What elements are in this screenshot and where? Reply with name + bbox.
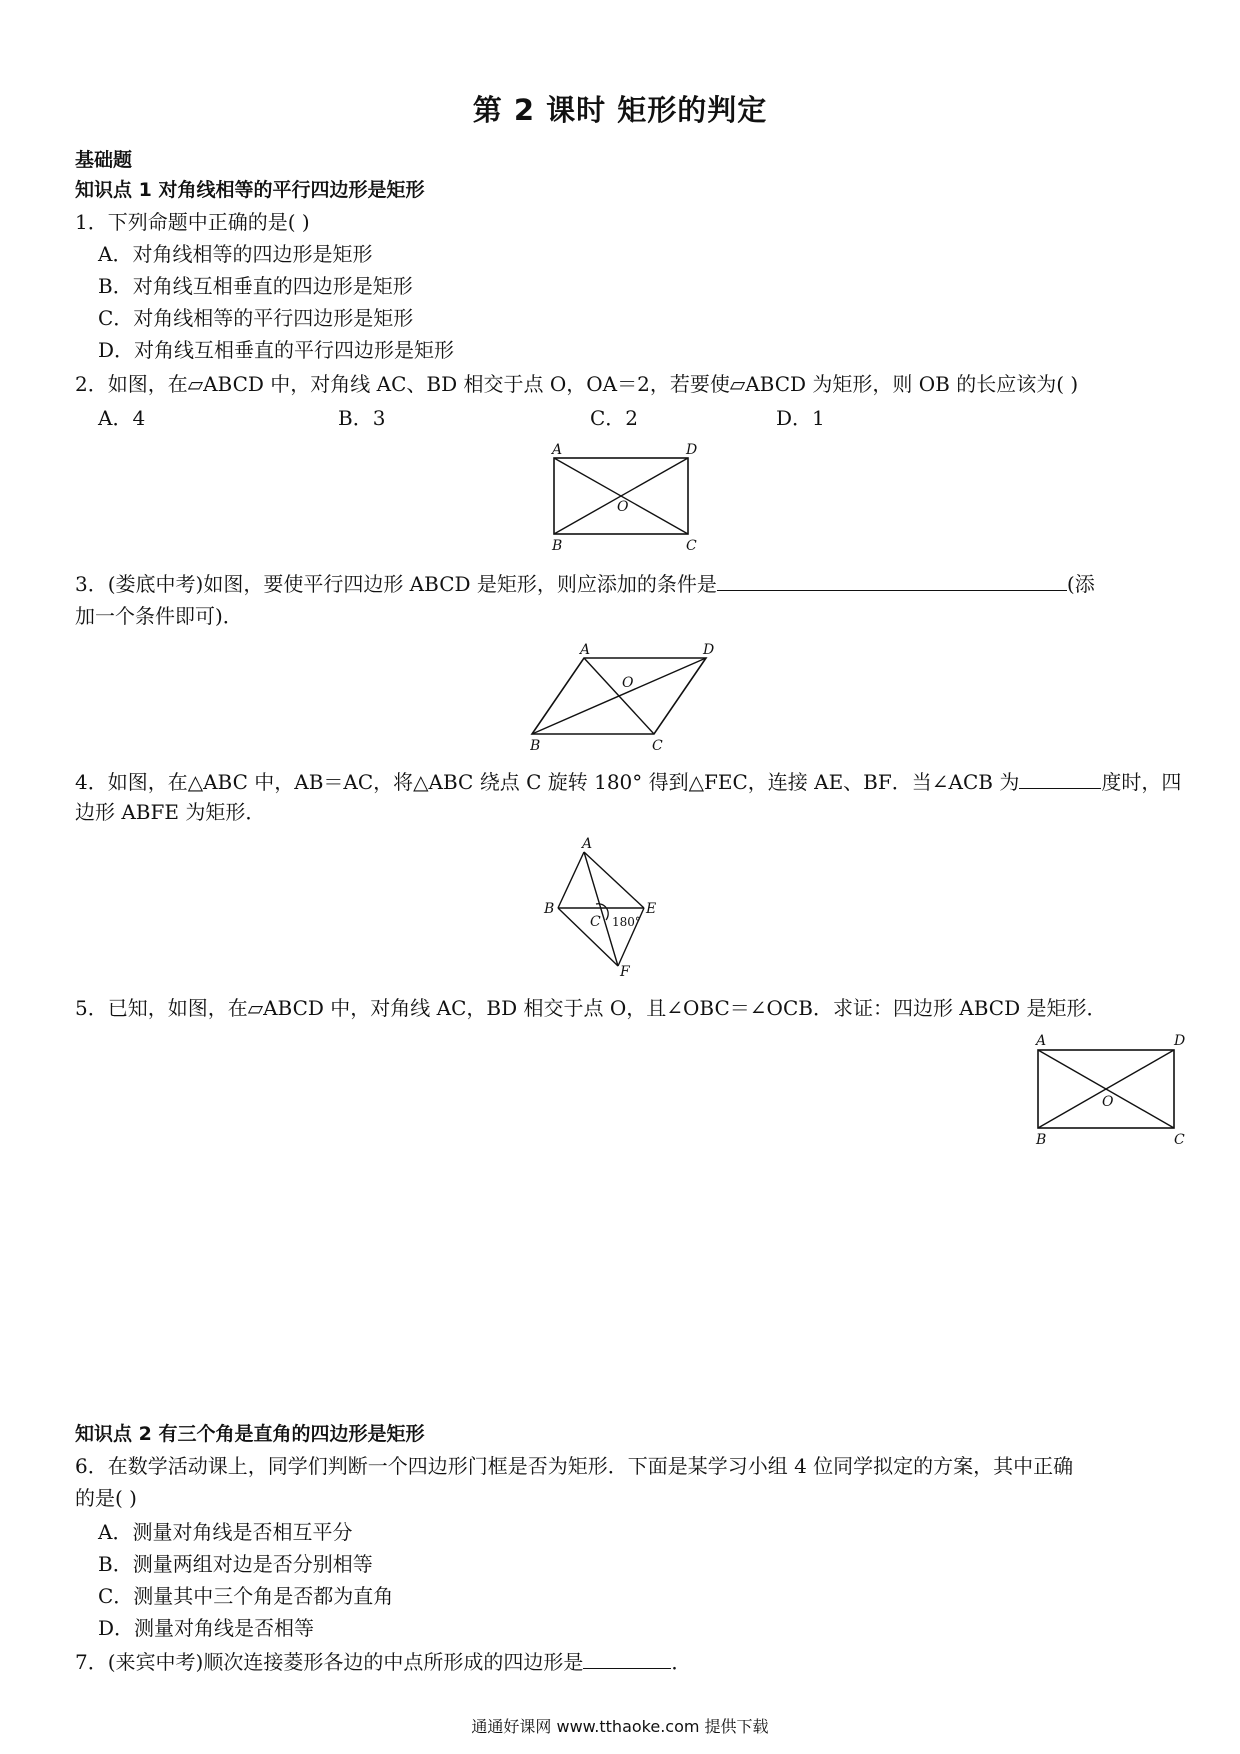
- label-d: D: [703, 642, 715, 658]
- figure-rectangle-abcd: [540, 440, 710, 555]
- label-c: C: [686, 538, 697, 554]
- label-a: A: [1036, 1033, 1047, 1049]
- question-3-stem-line-1: [75, 570, 1095, 596]
- knowledge-point-1: 知识点 1 对角线相等的平行四边形是矩形: [75, 179, 425, 201]
- label-a: A: [582, 836, 593, 852]
- question-3-text-end: (添: [1066, 572, 1095, 596]
- segment-ab: [558, 852, 584, 908]
- question-2-option-a: A．4: [98, 406, 146, 430]
- label-a: A: [552, 442, 563, 458]
- label-o: O: [1102, 1094, 1114, 1110]
- figure-rotated-triangle: [540, 834, 680, 979]
- question-6-stem-line-2: 的是( ): [75, 1486, 137, 1510]
- question-7-text: 7．(来宾中考)顺次连接菱形各边的中点所形成的四边形是: [75, 1650, 584, 1674]
- label-b: B: [530, 738, 541, 754]
- question-7-stem: [75, 1648, 691, 1674]
- label-angle: 180°: [612, 915, 641, 929]
- question-4-text: 4．如图，在△ABC 中，AB＝AC，将△ABC 绕点 C 旋转 180° 得到△FEC，连接 AE、BF．当∠ACB 为: [75, 770, 1020, 794]
- label-c: C: [1174, 1132, 1185, 1148]
- question-1-option-a: A．对角线相等的四边形是矩形: [98, 242, 373, 266]
- page-footer: 通通好课网 www.tthaoke.com 提供下载: [471, 1717, 769, 1736]
- page-title: 第 2 课时 矩形的判定: [472, 93, 768, 127]
- question-6-option-d: D．测量对角线是否相等: [98, 1616, 315, 1640]
- question-5-stem: 5．已知，如图，在▱ABCD 中，对角线 AC，BD 相交于点 O，且∠OBC＝∠OCB．求证：四边形 ABCD 是矩形．: [75, 996, 1107, 1020]
- label-a: A: [580, 642, 591, 658]
- question-4-stem-line-2: 边形 ABFE 为矩形．: [75, 800, 266, 824]
- question-4-text-end: 度时，四: [1101, 770, 1182, 794]
- question-6-option-b: B．测量两组对边是否分别相等: [98, 1552, 373, 1576]
- section-heading: 基础题: [75, 149, 133, 171]
- question-3-answer-blank[interactable]: [717, 570, 1067, 591]
- question-6-stem-line-1: 6．在数学活动课上，同学们判断一个四边形门框是否为矩形．下面是某学习小组 4 位同学拟定的方案，其中正确: [75, 1454, 1074, 1478]
- question-7-answer-blank[interactable]: [583, 1648, 671, 1669]
- label-d: D: [1174, 1033, 1186, 1049]
- label-b: B: [1036, 1132, 1047, 1148]
- question-2-option-d: D．1: [776, 406, 825, 430]
- label-d: D: [686, 442, 698, 458]
- question-1-option-b: B．对角线互相垂直的四边形是矩形: [98, 274, 413, 298]
- question-1-stem: 1．下列命题中正确的是( ): [75, 210, 310, 234]
- question-1-option-c: C．对角线相等的平行四边形是矩形: [98, 306, 414, 330]
- knowledge-point-2: 知识点 2 有三个角是直角的四边形是矩形: [75, 1423, 425, 1445]
- question-7-text-end: ．: [671, 1650, 692, 1674]
- label-c: C: [590, 914, 601, 930]
- question-1-option-d: D．对角线互相垂直的平行四边形是矩形: [98, 338, 455, 362]
- question-2-option-b: B．3: [338, 406, 386, 430]
- question-6-option-c: C．测量其中三个角是否都为直角: [98, 1584, 394, 1608]
- label-o: O: [617, 499, 629, 515]
- question-6-option-a: A．测量对角线是否相互平分: [98, 1520, 353, 1544]
- label-c: C: [652, 738, 663, 754]
- figure-parallelogram-abcd: [530, 640, 730, 755]
- question-2-stem: 2．如图，在▱ABCD 中，对角线 AC、BD 相交于点 O，OA＝2，若要使▱ABCD 为矩形，则 OB 的长应该为( ): [75, 372, 1079, 396]
- question-3-stem-line-2: 加一个条件即可)．: [75, 604, 243, 628]
- label-b: B: [552, 538, 563, 554]
- question-4-stem-line-1: [75, 768, 1181, 794]
- question-2-option-c: C．2: [590, 406, 639, 430]
- question-4-answer-blank[interactable]: [1019, 768, 1101, 789]
- label-b: B: [544, 901, 555, 917]
- label-f: F: [620, 964, 630, 979]
- label-o: O: [622, 675, 634, 691]
- figure-rectangle-abcd-q5: [1024, 1030, 1194, 1150]
- label-e: E: [646, 901, 657, 917]
- question-3-text: 3．(娄底中考)如图，要使平行四边形 ABCD 是矩形，则应添加的条件是: [75, 572, 717, 596]
